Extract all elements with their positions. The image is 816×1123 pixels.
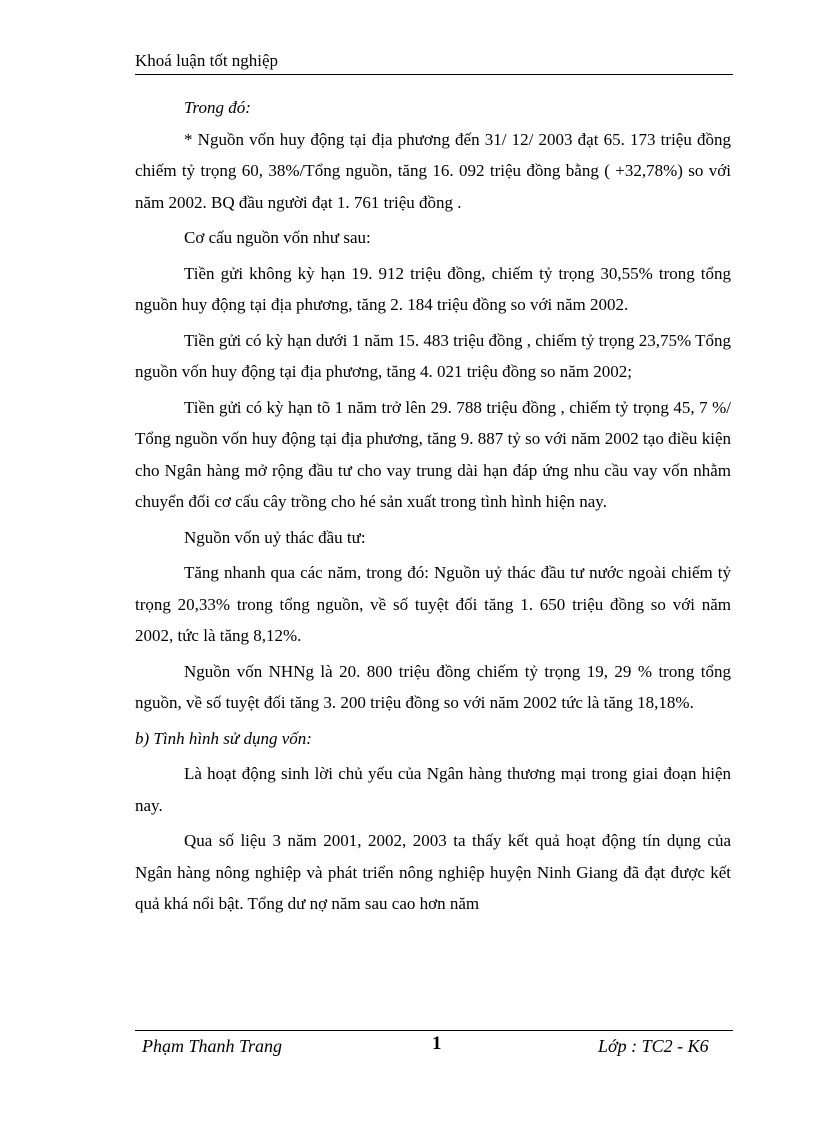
- footer-author: Phạm Thanh Trang: [142, 1036, 283, 1056]
- footer-divider: [135, 1030, 733, 1031]
- paragraph-short-term-deposits: Tiền gửi có kỳ hạn dưới 1 năm 15. 483 triệu đồng , chiếm tỷ trọng 23,75% Tổng nguồn vốn huy động tại địa phương, tăng 4. 021 triệu đồng so năm 2002;: [135, 330, 731, 381]
- paragraph-trust-heading: Nguồn vốn uỷ thác đầu tư:: [184, 527, 366, 547]
- paragraph-structure-heading: Cơ cấu nguồn vốn như sau:: [184, 228, 371, 247]
- paragraph-intro: Trong đó:: [184, 98, 251, 117]
- paragraph-credit-results: Qua số liệu 3 năm 2001, 2002, 2003 ta thấy kết quả hoạt động tín dụng của Ngân hàng nông nghiệp và phát triển nông nghiệp huyện Ninh Giang đã đạt được kết quả khá nổi bật. Tổng dư nợ năm sau cao hơn năm: [135, 831, 731, 913]
- paragraph-long-term-deposits: Tiền gửi có kỳ hạn tõ 1 năm trở lên 29. 788 triệu đồng , chiếm tỷ trọng 45, 7 %/ Tổng nguồn vốn huy động tại địa phương, tăng 9. 887 tỷ so với năm 2002 tạo điều kiện cho Ngân hàng mở rộng đầu tư cho vay trung dài hạn đáp ứng nhu cầu vay vốn nhằm chuyển đổi cơ cấu cây trồng cho hé sản xuất trong tình hình hiện nay.: [135, 397, 731, 511]
- footer-class: Lớp : TC2 - K6: [598, 1036, 709, 1056]
- paragraph-trust-growth: Tăng nhanh qua các năm, trong đó: Nguồn uỷ thác đầu tư nước ngoài chiếm tỷ trọng 20,33% trong tổng nguồn, về số tuyệt đối tăng 1. 650 triệu đồng so với năm 2002, tức là tăng 8,12%.: [135, 563, 731, 645]
- page-header: Khoá luận tốt nghiệp: [135, 50, 733, 75]
- paragraph-demand-deposits: Tiền gửi không kỳ hạn 19. 912 triệu đồng, chiếm tỷ trọng 30,55% trong tổng nguồn huy động tại địa phương, tăng 2. 184 triệu đồng so với năm 2002.: [135, 263, 731, 314]
- section-heading-capital-use: b) Tình hình sử dụng vốn:: [135, 728, 312, 748]
- paragraph-local-capital: * Nguồn vốn huy động tại địa phương đến 31/ 12/ 2003 đạt 65. 173 triệu đồng chiếm tỷ trọng 60, 38%/Tổng nguồn, tăng 16. 092 triệu đồng bằng ( +32,78%) so với năm 2002. BQ đầu người đạt 1. 761 triệu đồng .: [135, 129, 731, 212]
- page-number: 1: [432, 1033, 442, 1054]
- paragraph-profit-activity: Là hoạt động sinh lời chủ yếu của Ngân hàng thương mại trong giai đoạn hiện nay.: [135, 764, 731, 815]
- paragraph-nhng-capital: Nguồn vốn NHNg là 20. 800 triệu đồng chiếm tỷ trọng 19, 29 % trong tổng nguồn, về số tuyệt đối tăng 3. 200 triệu đồng so với năm 2002 tức là tăng 18,18%.: [135, 661, 731, 712]
- document-body: [135, 92, 731, 920]
